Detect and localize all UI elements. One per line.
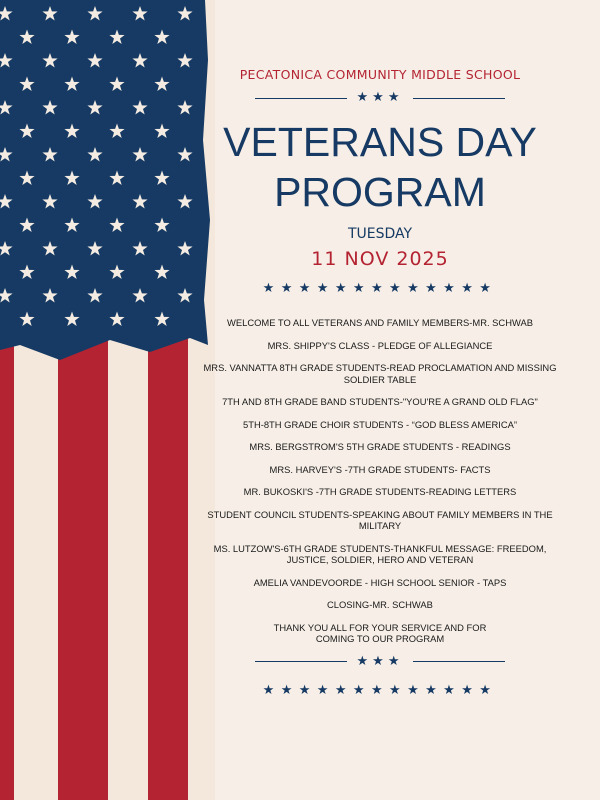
stars-row-top: ★★★★★★★★★★★★★ <box>262 281 498 296</box>
program-item: MS. LUTZOW'S-6TH GRADE STUDENTS-THANKFUL MESSAGE: FREEDOM, JUSTICE, SOLDIER, HERO AND VETERAN <box>213 542 547 565</box>
program-item: 5TH-8TH GRADE CHOIR STUDENTS - “GOD BLESS AMERICA” <box>243 418 517 430</box>
divider-top <box>200 91 560 105</box>
stars-icon: ★★★ <box>356 653 404 669</box>
program-item: STUDENT COUNCIL STUDENTS-SPEAKING ABOUT FAMILY MEMBERS IN THE MILITARY <box>207 508 553 531</box>
program-content <box>200 66 560 699</box>
american-flag-image <box>0 0 215 800</box>
program-item: MRS. SHIPPY'S CLASS - PLEDGE OF ALLEGIANCE <box>267 339 493 351</box>
title-line-2: PROGRAM <box>274 169 486 215</box>
program-list <box>200 317 560 645</box>
program-item: MR. BUKOSKI'S -7TH GRADE STUDENTS-READING LETTERS <box>243 486 517 497</box>
title-line-1: VETERANS DAY <box>223 119 537 165</box>
stars-row-bottom: ★★★★★★★★★★★★★ <box>262 682 498 698</box>
program-item: 7TH AND 8TH GRADE BAND STUDENTS-"YOU'RE A GRAND OLD FLAG" <box>222 396 538 407</box>
event-day: TUESDAY <box>347 226 413 242</box>
school-name: PECATONICA COMMUNITY MIDDLE SCHOOL <box>239 67 521 82</box>
event-date: 11 NOV 2025 <box>311 248 449 270</box>
program-item: WELCOME TO ALL VETERANS AND FAMILY MEMBERS-MR. SCHWAB <box>227 317 533 328</box>
program-item: MRS. HARVEY'S -7TH GRADE STUDENTS- FACTS <box>269 463 491 475</box>
program-item: MRS. VANNATTA 8TH GRADE STUDENTS-READ PROCLAMATION AND MISSING SOLDIER TABLE <box>203 362 557 385</box>
program-item: CLOSING-MR. SCHWAB <box>327 599 433 610</box>
stars-icon: ★★★ <box>356 90 404 105</box>
program-item: MRS. BERGSTROM'S 5TH GRADE STUDENTS - READINGS <box>249 441 511 452</box>
divider-bottom <box>200 655 560 669</box>
program-item: THANK YOU ALL FOR YOUR SERVICE AND FOR COMING TO OUR PROGRAM <box>273 621 487 644</box>
program-item: AMELIA VANDEVOORDE - HIGH SCHOOL SENIOR - TAPS <box>253 576 507 588</box>
page-title <box>223 117 537 217</box>
